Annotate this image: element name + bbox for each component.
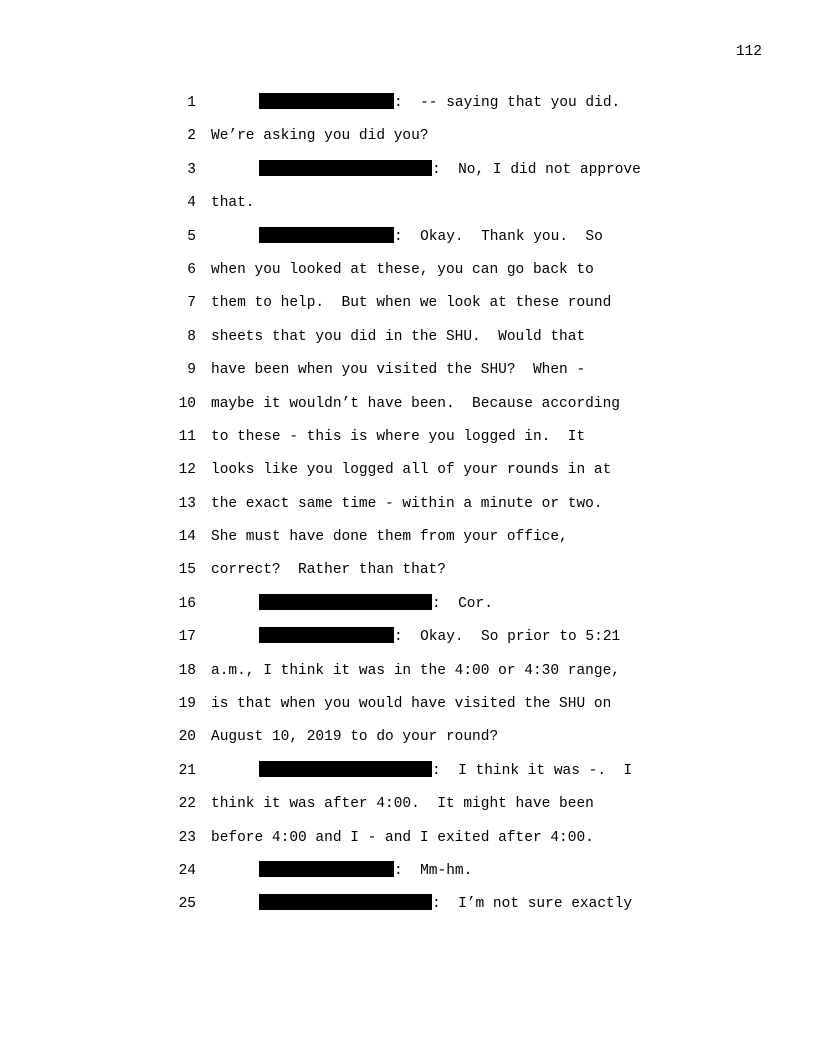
line-text: when you looked at these, you can go back to <box>211 261 594 278</box>
line-number: 1 <box>187 95 196 111</box>
page-number: 112 <box>735 44 762 60</box>
transcript-line <box>0 459 816 492</box>
line-text: them to help. But when we look at these round <box>211 295 612 312</box>
transcript-line <box>0 393 816 426</box>
transcript-line <box>0 125 816 158</box>
speaker-statement <box>259 760 632 782</box>
transcript-text <box>211 326 585 348</box>
line-text: think it was after 4:00. It might have been <box>211 796 594 813</box>
transcript-text <box>211 192 255 214</box>
speaker-statement <box>259 626 620 648</box>
line-number: 21 <box>178 762 196 779</box>
transcript-line <box>0 159 816 192</box>
redacted-speaker-name <box>259 861 394 877</box>
transcript-line <box>0 693 816 726</box>
line-number: 11 <box>178 428 196 445</box>
transcript-line <box>0 259 816 292</box>
transcript-line <box>0 660 816 693</box>
line-number: 15 <box>178 562 196 579</box>
transcript-line <box>0 326 816 359</box>
transcript-line <box>0 860 816 893</box>
transcript-line <box>0 893 816 926</box>
line-text: We’re asking you did you? <box>211 128 429 145</box>
transcript-text <box>211 726 498 748</box>
line-text: sheets that you did in the SHU. Would that <box>211 328 586 345</box>
line-number: 6 <box>187 261 196 278</box>
redacted-speaker-name <box>259 160 432 176</box>
line-number: 23 <box>178 829 196 846</box>
transcript-text <box>211 493 603 515</box>
transcript-text <box>211 660 620 682</box>
line-text: the exact same time - within a minute or two. <box>211 495 603 512</box>
line-text: maybe it wouldn’t have been. Because according <box>211 395 620 412</box>
line-text: She must have done them from your office, <box>211 529 568 546</box>
speaker-statement <box>259 159 641 181</box>
redacted-speaker-name <box>259 227 394 243</box>
transcript-text <box>211 459 611 481</box>
line-number: 14 <box>178 529 196 546</box>
line-number: 12 <box>178 462 196 479</box>
transcript-text <box>211 259 594 281</box>
transcript-line <box>0 92 816 125</box>
line-number: 5 <box>187 228 196 245</box>
line-number: 22 <box>178 796 196 813</box>
speaker-statement <box>259 893 632 915</box>
line-text: : I’m not sure exactly <box>432 896 633 913</box>
transcript-line <box>0 726 816 759</box>
line-number: 7 <box>187 295 196 312</box>
transcript-text <box>211 693 611 715</box>
transcript-text <box>211 793 594 815</box>
line-number: 10 <box>178 395 196 412</box>
transcript-text <box>211 426 585 448</box>
transcript-line <box>0 192 816 225</box>
transcript-line <box>0 760 816 793</box>
line-text: : Cor. <box>432 595 493 612</box>
line-text: have been when you visited the SHU? When - <box>211 362 586 379</box>
line-number: 18 <box>178 662 196 679</box>
line-text: : Mm-hm. <box>394 862 473 879</box>
transcript-text <box>211 559 446 581</box>
line-text: before 4:00 and I - and I exited after 4:00. <box>211 829 594 846</box>
transcript-text <box>211 125 429 147</box>
line-number: 16 <box>178 595 196 612</box>
speaker-statement <box>259 860 472 882</box>
transcript-text <box>211 359 585 381</box>
transcript-line <box>0 226 816 259</box>
transcript-line <box>0 626 816 659</box>
transcript-line <box>0 426 816 459</box>
line-text: : Okay. Thank you. So <box>394 228 603 245</box>
transcript-line <box>0 526 816 559</box>
transcript-line <box>0 359 816 392</box>
speaker-statement <box>259 226 603 248</box>
line-number: 19 <box>178 696 196 713</box>
line-text: August 10, 2019 to do your round? <box>211 729 499 746</box>
line-text: looks like you logged all of your rounds in at <box>211 462 612 479</box>
line-number: 24 <box>178 862 196 879</box>
speaker-statement <box>259 92 620 114</box>
transcript-line <box>0 493 816 526</box>
line-number: 25 <box>178 896 196 913</box>
line-number: 4 <box>187 195 196 212</box>
line-number: 13 <box>178 495 196 512</box>
transcript-line <box>0 559 816 592</box>
transcript-line <box>0 292 816 325</box>
redacted-speaker-name <box>259 894 432 910</box>
transcript-body <box>0 92 816 927</box>
line-number: 2 <box>187 128 196 145</box>
line-number: 3 <box>187 161 196 178</box>
redacted-speaker-name <box>259 93 394 109</box>
speaker-statement <box>259 593 493 615</box>
line-text: to these - this is where you logged in. It <box>211 428 586 445</box>
transcript-line <box>0 827 816 860</box>
line-number: 9 <box>187 362 196 379</box>
transcript-text <box>211 393 620 415</box>
line-text: is that when you would have visited the SHU on <box>211 696 612 713</box>
line-text: a.m., I think it was in the 4:00 or 4:30 range, <box>211 662 620 679</box>
transcript-text <box>211 292 611 314</box>
line-number: 8 <box>187 328 196 345</box>
transcript-line <box>0 793 816 826</box>
line-text: that. <box>211 195 255 212</box>
line-text: : I think it was -. I <box>432 762 633 779</box>
redacted-speaker-name <box>259 627 394 643</box>
transcript-text <box>211 827 594 849</box>
transcript-line <box>0 593 816 626</box>
redacted-speaker-name <box>259 594 432 610</box>
line-text: : Okay. So prior to 5:21 <box>394 629 621 646</box>
line-text: : No, I did not approve <box>432 161 641 178</box>
line-text: : -- saying that you did. <box>394 95 621 111</box>
line-text: correct? Rather than that? <box>211 562 446 579</box>
line-number: 20 <box>178 729 196 746</box>
redacted-speaker-name <box>259 761 432 777</box>
line-number: 17 <box>178 629 196 646</box>
transcript-text <box>211 526 568 548</box>
